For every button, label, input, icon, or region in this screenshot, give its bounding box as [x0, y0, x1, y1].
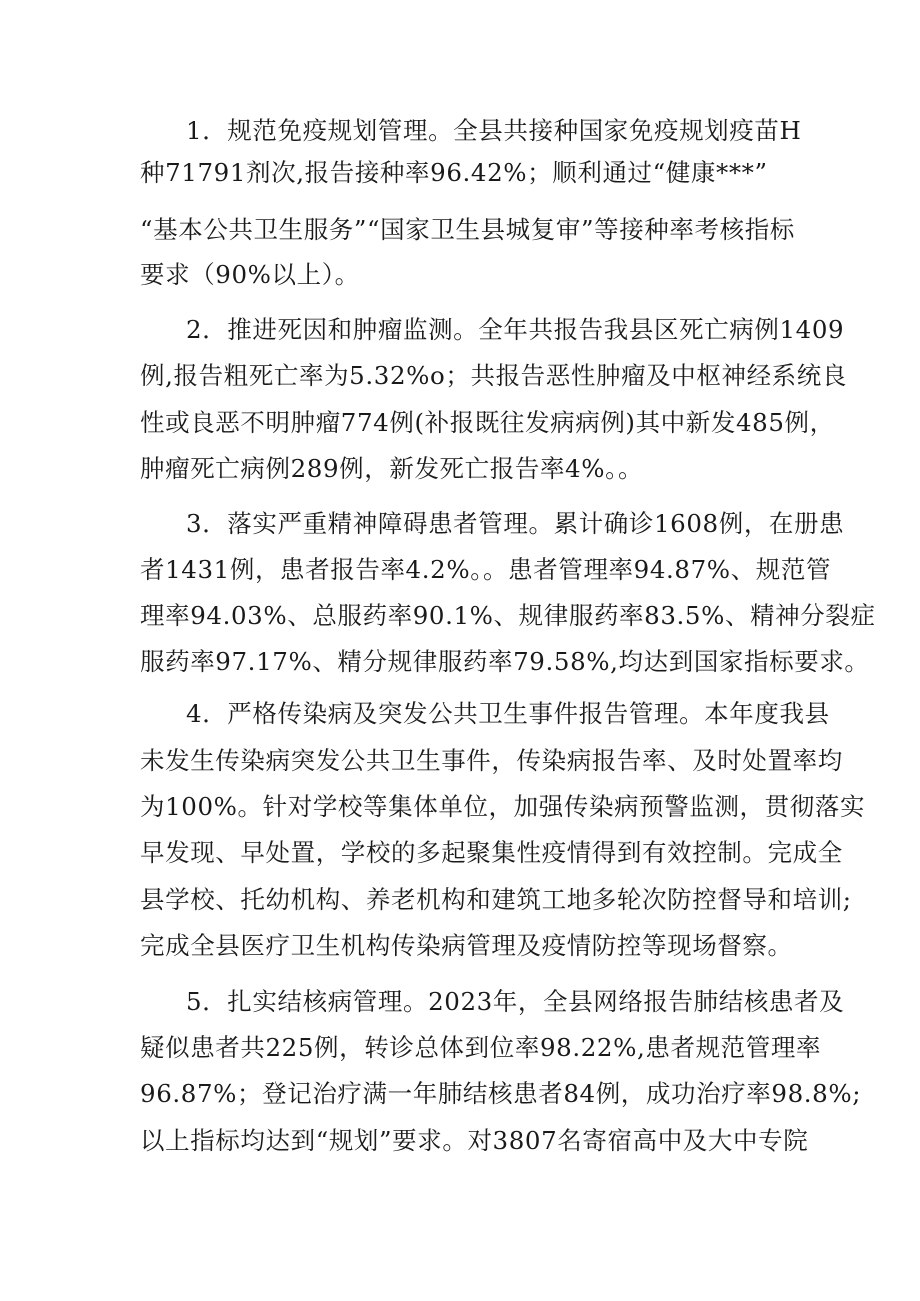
- paragraph-line: 为100%。针对学校等集体单位，加强传染病预警监测，贯彻落实: [140, 792, 866, 821]
- paragraph-line: 4．严格传染病及突发公共卫生事件报告管理。本年度我县: [186, 699, 830, 728]
- paragraph-line: 未发生传染病突发公共卫生事件，传染病报告率、及时处置率均: [140, 746, 843, 775]
- paragraph-line: 例,报告粗死亡率为5.32%o；共报告恶性肿瘤及中枢神经系统良: [140, 361, 847, 390]
- paragraph-line: 者1431例，患者报告率4.2%。。患者管理率94.87%、规范管: [140, 555, 832, 584]
- paragraph-line: 肿瘤死亡病例289例，新发死亡报告率4%。。: [140, 454, 644, 483]
- paragraph-line: 完成全县医疗卫生机构传染病管理及疫情防控等现场督察。: [140, 931, 793, 960]
- paragraph-line: “基本公共卫生服务”“国家卫生县城复审”等接种率考核指标: [140, 215, 795, 244]
- paragraph-line: 早发现、早处置，学校的多起聚集性疫情得到有效控制。完成全: [140, 838, 843, 867]
- paragraph-line: 1．规范免疫规划管理。全县共接种国家免疫规划疫苗H: [186, 116, 802, 145]
- paragraph-line: 疑似患者共225例，转诊总体到位率98.22%,患者规范管理率: [140, 1033, 822, 1062]
- paragraph-line: 以上指标均达到“规划”要求。对3807名寄宿高中及大中专院: [140, 1126, 809, 1155]
- paragraph-line: 2．推进死因和肿瘤监测。全年共报告我县区死亡病例1409: [186, 315, 845, 344]
- paragraph-line: 5．扎实结核病管理。2023年，全县网络报告肺结核患者及: [186, 987, 845, 1016]
- paragraph-line: 96.87%；登记治疗满一年肺结核患者84例，成功治疗率98.8%;: [140, 1079, 862, 1108]
- paragraph-line: 3．落实严重精神障碍患者管理。累计确诊1608例，在册患: [186, 509, 845, 538]
- paragraph-line: 种71791剂次,报告接种率96.42%；顺利通过“健康***”: [140, 158, 768, 187]
- paragraph-line: 性或良恶不明肿瘤774例(补报既往发病病例)其中新发485例，: [140, 408, 835, 437]
- paragraph-line: 县学校、托幼机构、养老机构和建筑工地多轮次防控督导和培训;: [140, 885, 852, 914]
- paragraph-line: 服药率97.17%、精分规律服药率79.58%,均达到国家指标要求。: [140, 647, 870, 676]
- paragraph-line: 要求（90%以上）。: [140, 260, 360, 289]
- paragraph-line: 理率94.03%、总服药率90.1%、规律服药率83.5%、精神分裂症: [140, 601, 876, 630]
